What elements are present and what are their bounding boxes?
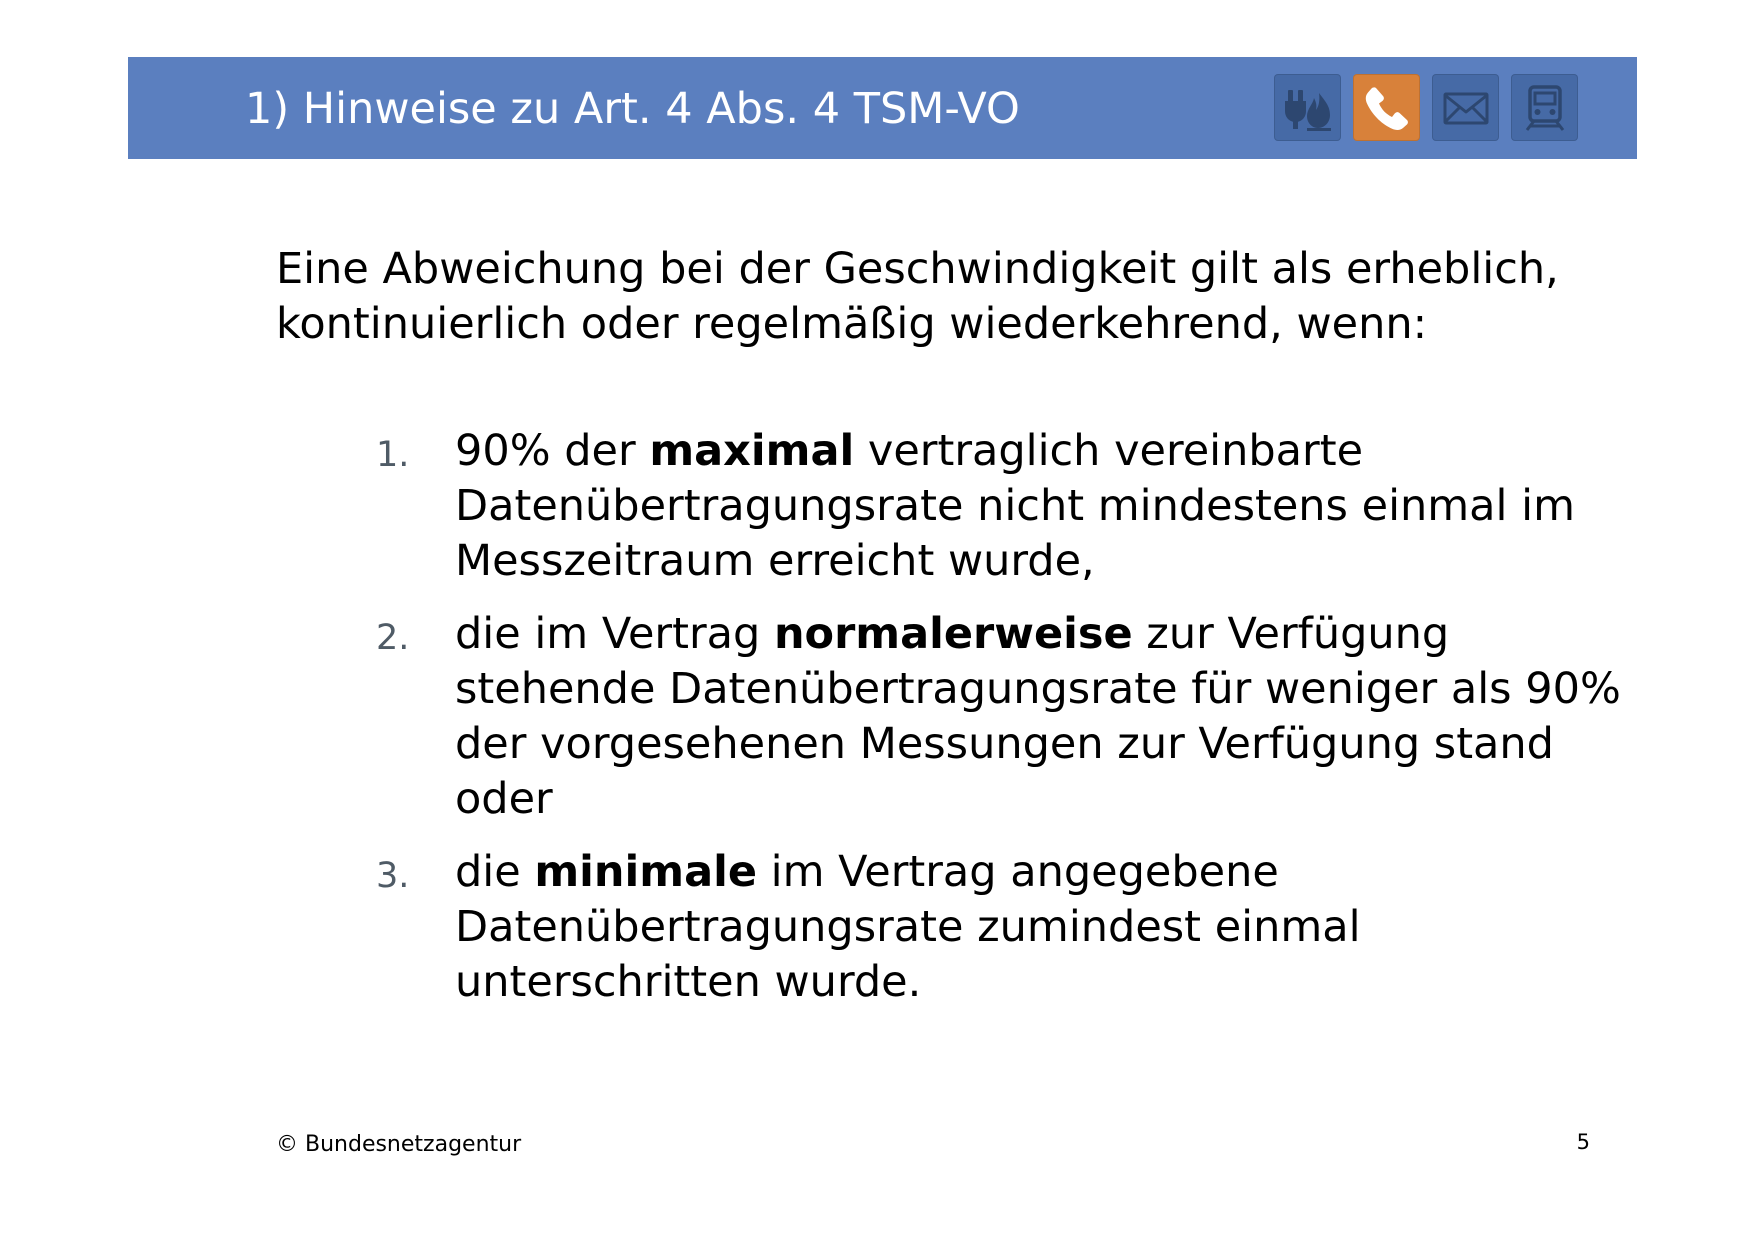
- list-number: 2.: [376, 618, 410, 658]
- intro-paragraph: Eine Abweichung bei der Geschwindigkeit gilt als erheblich, kontinuierlich oder regelmäßig wiederkehrend, wenn:: [276, 244, 1559, 349]
- list-text-part: die im Vertrag: [455, 609, 774, 659]
- emphasis-normalerweise: normalerweise: [773, 609, 1133, 659]
- list-text: [455, 426, 1575, 586]
- emphasis-minimale: minimale: [534, 847, 757, 897]
- list-text-part: die: [455, 847, 535, 897]
- page-number: 5: [1576, 1130, 1590, 1154]
- slide-title: 1) Hinweise zu Art. 4 Abs. 4 TSM-VO: [245, 84, 1020, 134]
- railway-train-icon: [1511, 74, 1578, 141]
- header-icon-group: [1274, 74, 1578, 141]
- telephone-icon: [1353, 74, 1420, 141]
- list-text-part: zur Verfügung stehende Datenübertragungsrate für weniger als 90% der vorgesehenen Messungen zur Verfügung stand oder: [455, 609, 1621, 824]
- conditions-list: [376, 424, 1636, 1028]
- emphasis-maximal: maximal: [649, 426, 855, 476]
- list-item: [376, 845, 1636, 1010]
- list-item: [376, 607, 1636, 827]
- header-bar: [128, 57, 1637, 159]
- list-text-part: vertraglich vereinbarte Datenübertragungsrate nicht mindestens einmal im Messzeitraum erreicht wurde,: [455, 426, 1575, 586]
- energy-plug-flame-icon: [1274, 74, 1341, 141]
- list-text-part: 90% der: [455, 426, 650, 476]
- list-text: [455, 609, 1621, 824]
- footer-copyright: © Bundesnetzagentur: [276, 1132, 522, 1157]
- mail-envelope-icon: [1432, 74, 1499, 141]
- list-number: 1.: [376, 435, 410, 475]
- list-number: 3.: [376, 856, 410, 896]
- list-text-part: im Vertrag angegebene Datenübertragungsrate zumindest einmal unterschritten wurde.: [455, 847, 1361, 1007]
- list-text: [455, 847, 1361, 1007]
- list-item: [376, 424, 1636, 589]
